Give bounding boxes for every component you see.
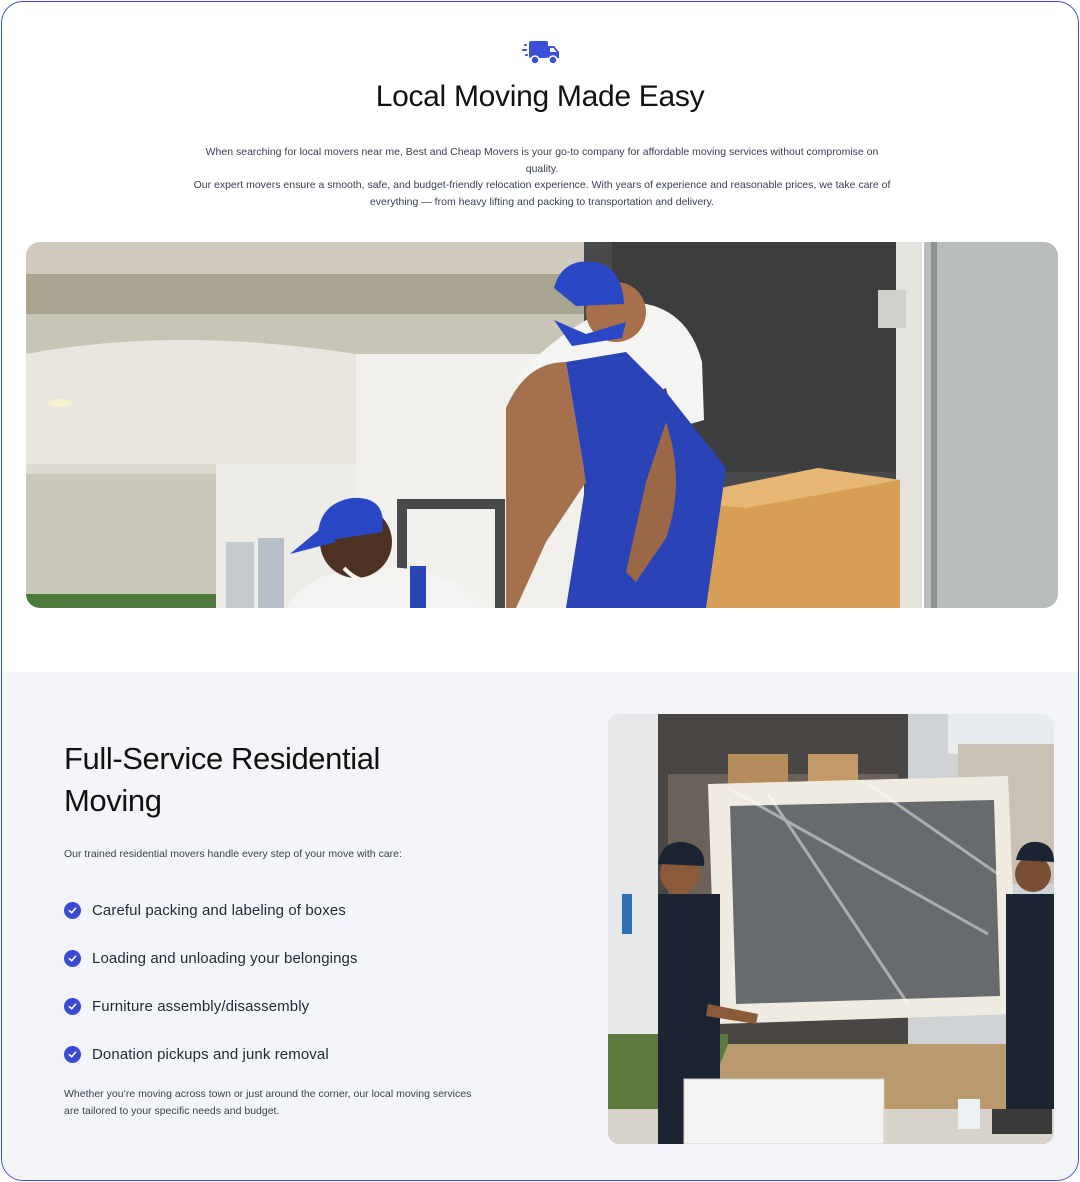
check-circle-icon (64, 998, 81, 1015)
feature-label: Furniture assembly/disassembly (92, 997, 310, 1015)
section-lead: Our trained residential movers handle every step of your move with care: (64, 848, 402, 860)
page-frame (1, 1, 1079, 1181)
delivery-truck-icon (522, 36, 560, 68)
section-title: Full-Service Residential Moving (64, 741, 381, 818)
feature-item (64, 982, 358, 1030)
feature-label: Careful packing and labeling of boxes (92, 901, 346, 919)
check-circle-icon (64, 902, 81, 919)
check-circle-icon (64, 1046, 81, 1063)
check-circle-icon (64, 950, 81, 967)
hero-movers-image (26, 242, 1058, 608)
feature-label: Loading and unloading your belongings (92, 949, 358, 967)
page-title: Local Moving Made Easy (375, 80, 705, 113)
intro-paragraph: When searching for local movers near me, Best and Cheap Movers is your go-to company for affordable moving services without compromise on quality. (205, 146, 879, 175)
section-outro: Whether you’re moving across town or just around the corner, our local moving services are tailored to your specific needs and budget. (64, 1088, 472, 1117)
intro-paragraph: Our expert movers ensure a smooth, safe, and budget-friendly relocation experience. With years of experience and reasonable prices, we take care of everything — from heavy lifting and packing to transportation and delivery. (193, 179, 891, 208)
feature-item (64, 886, 358, 934)
movers-furniture-image (608, 714, 1054, 1144)
intro-text (192, 144, 892, 210)
feature-list (64, 886, 358, 1078)
feature-item (64, 1030, 358, 1078)
feature-item (64, 934, 358, 982)
feature-label: Donation pickups and junk removal (92, 1045, 329, 1063)
